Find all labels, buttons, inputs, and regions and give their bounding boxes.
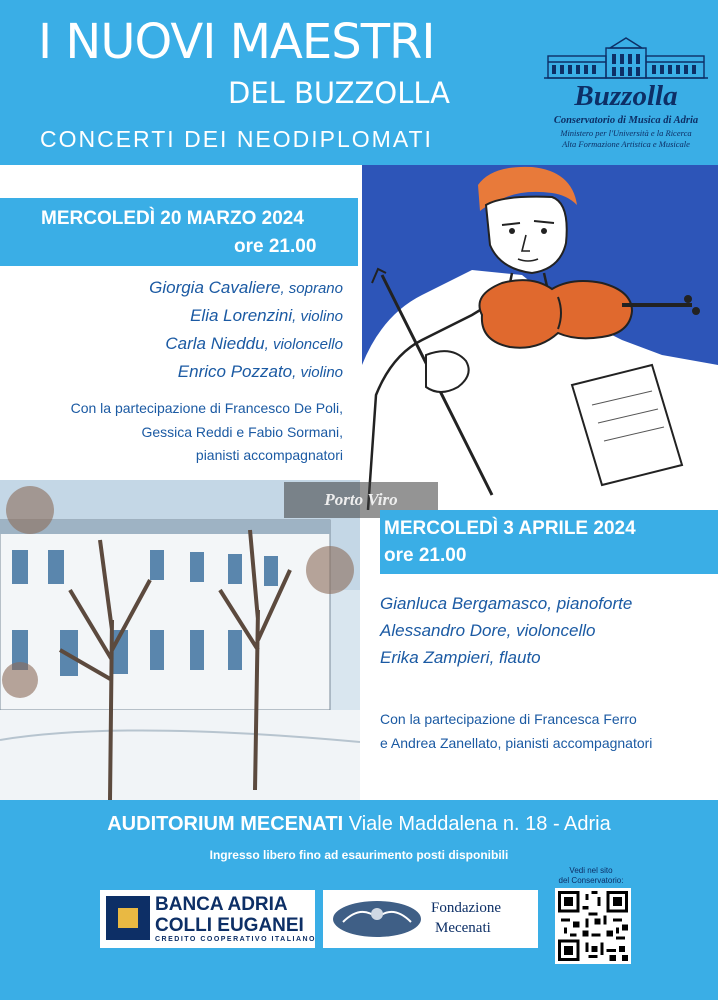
bank-name-line1: BANCA ADRIA <box>155 894 288 915</box>
concert1-performer <box>178 362 343 382</box>
performer-role: , violino <box>292 364 343 381</box>
qr-caption-line2: del Conservatorio: <box>558 876 624 885</box>
title-line-1: I NUOVI MAESTRI <box>38 14 435 70</box>
fondazione-logo-icon <box>331 898 423 940</box>
bank-subtitle: CREDITO COOPERATIVO ITALIANO <box>155 936 317 943</box>
concert2-note-line2 <box>380 735 652 751</box>
note-and: e <box>380 735 391 751</box>
performer-name: Carla Nieddu <box>165 334 265 353</box>
watermark: Porto Viro <box>284 482 438 518</box>
violinist-illustration <box>362 165 718 510</box>
qr-caption-line1: Vedi nel sito <box>569 866 613 875</box>
concert2-performer <box>380 648 541 668</box>
performer-name: Erika Zampieri <box>380 648 490 667</box>
qr-code-icon <box>555 888 631 964</box>
venue-address: Viale Maddalena n. 18 - Adria <box>343 813 611 835</box>
concert2-performer <box>380 621 595 641</box>
bank-name-line2: COLLI EUGANEI <box>155 915 304 936</box>
performer-role: , violoncello <box>264 336 343 353</box>
performer-role: , flauto <box>489 648 541 667</box>
note-suffix: , pianisti accompagnatori <box>497 735 653 751</box>
concert1-note-line2 <box>141 424 343 440</box>
performer-name: Enrico Pozzato <box>177 362 293 381</box>
entry-note: Ingresso libero fino ad esaurimento posti disponibili <box>209 848 509 862</box>
concert1-performer <box>165 334 343 354</box>
performer-role: , violino <box>292 308 343 325</box>
accompanist-name: Fabio Sormani <box>248 424 340 440</box>
concert2-performer <box>380 594 632 614</box>
accompanist-name: Andrea Zanellato <box>390 735 498 751</box>
note-separator: , <box>339 424 343 440</box>
venue-name: AUDITORIUM MECENATI <box>107 813 344 835</box>
concert1-note-line1 <box>71 400 343 416</box>
note-separator: , <box>339 400 343 416</box>
logo-name: Buzzolla <box>574 80 678 112</box>
fondazione-sponsor <box>323 890 538 948</box>
bank-sponsor <box>100 890 315 948</box>
title-line-2: DEL BUZZOLLA <box>228 76 451 110</box>
concert2-note-line1 <box>380 711 637 727</box>
concert1-performer <box>190 306 343 326</box>
performer-role: , pianoforte <box>547 594 633 613</box>
concert1-performer <box>149 278 343 298</box>
concert1-note-line3: pianisti accompagnatori <box>195 447 343 463</box>
qr-code[interactable] <box>555 888 631 964</box>
note-and: e <box>232 424 249 440</box>
fondazione-name-line1: Fondazione <box>431 900 501 916</box>
performer-name: Alessandro Dore <box>380 621 507 640</box>
performer-name: Gianluca Bergamasco <box>380 594 548 613</box>
concert1-time: ore 21.00 <box>234 236 317 257</box>
performer-name: Giorgia Cavaliere <box>149 278 281 297</box>
logo-line-1: Conservatorio di Musica di Adria <box>553 115 699 126</box>
building-illustration <box>0 480 360 800</box>
note-prefix: Con la partecipazione di <box>380 711 535 727</box>
note-prefix: Con la partecipazione di <box>70 400 225 416</box>
performer-role: , soprano <box>280 280 343 297</box>
venue <box>0 813 718 836</box>
conservatorio-logo <box>538 36 714 156</box>
performer-name: Elia Lorenzini <box>190 306 293 325</box>
building-icon <box>540 36 712 82</box>
qr-caption <box>548 866 634 886</box>
concert2-time: ore 21.00 <box>384 545 467 566</box>
bank-logo-icon <box>106 896 150 940</box>
subtitle: CONCERTI DEI NEODIPLOMATI <box>40 126 433 152</box>
concert2-date: MERCOLEDÌ 3 APRILE 2024 <box>384 518 636 539</box>
accompanist-name: Francesco De Poli <box>224 400 340 416</box>
fondazione-name-line2: Mecenati <box>435 920 491 936</box>
logo-line-2: Ministero per l'Università e la Ricerca <box>560 128 692 138</box>
accompanist-name: Francesca Ferro <box>534 711 637 727</box>
performer-role: , violoncello <box>506 621 596 640</box>
logo-line-3: Alta Formazione Artistica e Musicale <box>562 139 690 149</box>
accompanist-name: Gessica Reddi <box>141 424 233 440</box>
concert1-date: MERCOLEDÌ 20 MARZO 2024 <box>41 208 304 229</box>
